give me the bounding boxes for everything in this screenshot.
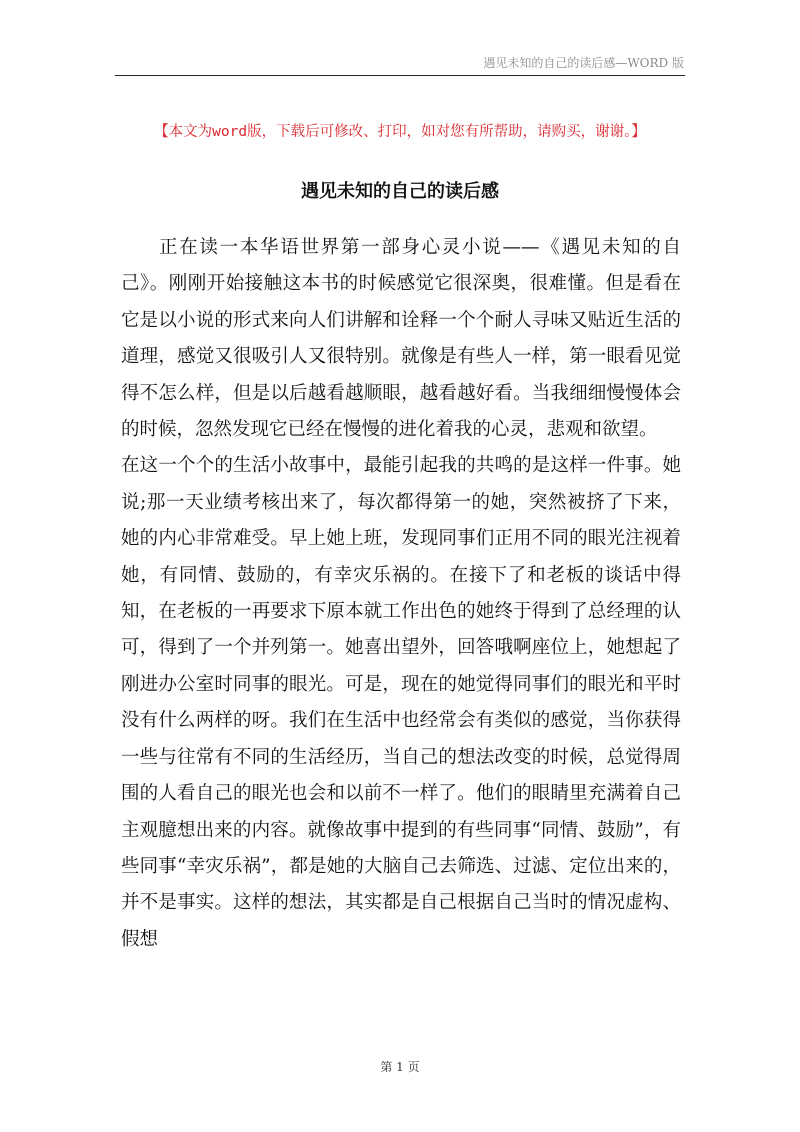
header-divider [115, 75, 685, 76]
paragraph-2: 在这一个个的生活小故事中，最能引起我的共鸣的是这样一件事。她说;那一天业绩考核出来了，每次都得第一的她，突然被挤了下来，她的内心非常难受。早上她上班，发现同事们正用不同的眼光注视着她，有同情、鼓励的，有幸灾乐祸的。在接下了和老板的谈话中得知，在老板的一再要求下原本就工作出色的她终于得到了总经理的认可，得到了一个并列第一。她喜出望外，回答哦啊座位上，她想起了刚进办公室时同事的眼光。可是，现在的她觉得同事们的眼光和平时没有什么两样的呀。我们在生活中也经常会有类似的感觉，当你获得一些与往常有不同的生活经历，当自己的想法改变的时候，总觉得周围的人看自己的眼光也会和以前不一样了。他们的眼睛里充满着自己主观臆想出来的内容。就像故事中提到的有些同事“同情、鼓励”，有些同事“幸灾乐祸”，都是她的大脑自己去筛选、过滤、定位出来的，并不是事实。这样的想法，其实都是自己根据自己当时的情况虚构、假想 [121, 455, 681, 950]
page-number: 第 1 页 [380, 1060, 420, 1074]
running-header: 遇见未知的自己的读后感—WORD 版 [483, 56, 684, 70]
download-notice: 【本文为word版，下载后可修改、打印，如对您有所帮助，请购买，谢谢。】 [154, 124, 646, 140]
document-body [121, 230, 681, 958]
paragraph-1: 正在读一本华语世界第一部身心灵小说——《遇见未知的自己》。刚刚开始接触这本书的时候感觉它很深奥，很难懂。但是看在它是以小说的形式来向人们讲解和诠释一个个耐人寻味又贴近生活的道理，感觉又很吸引人又很特别。就像是有些人一样，第一眼看见觉得不怎么样，但是以后越看越顺眼，越看越好看。当我细细慢慢体会的时候，忽然发现它已经在慢慢的进化着我的心灵，悲观和欲望。 [121, 237, 681, 441]
document-title: 遇见未知的自己的读后感 [301, 181, 499, 202]
